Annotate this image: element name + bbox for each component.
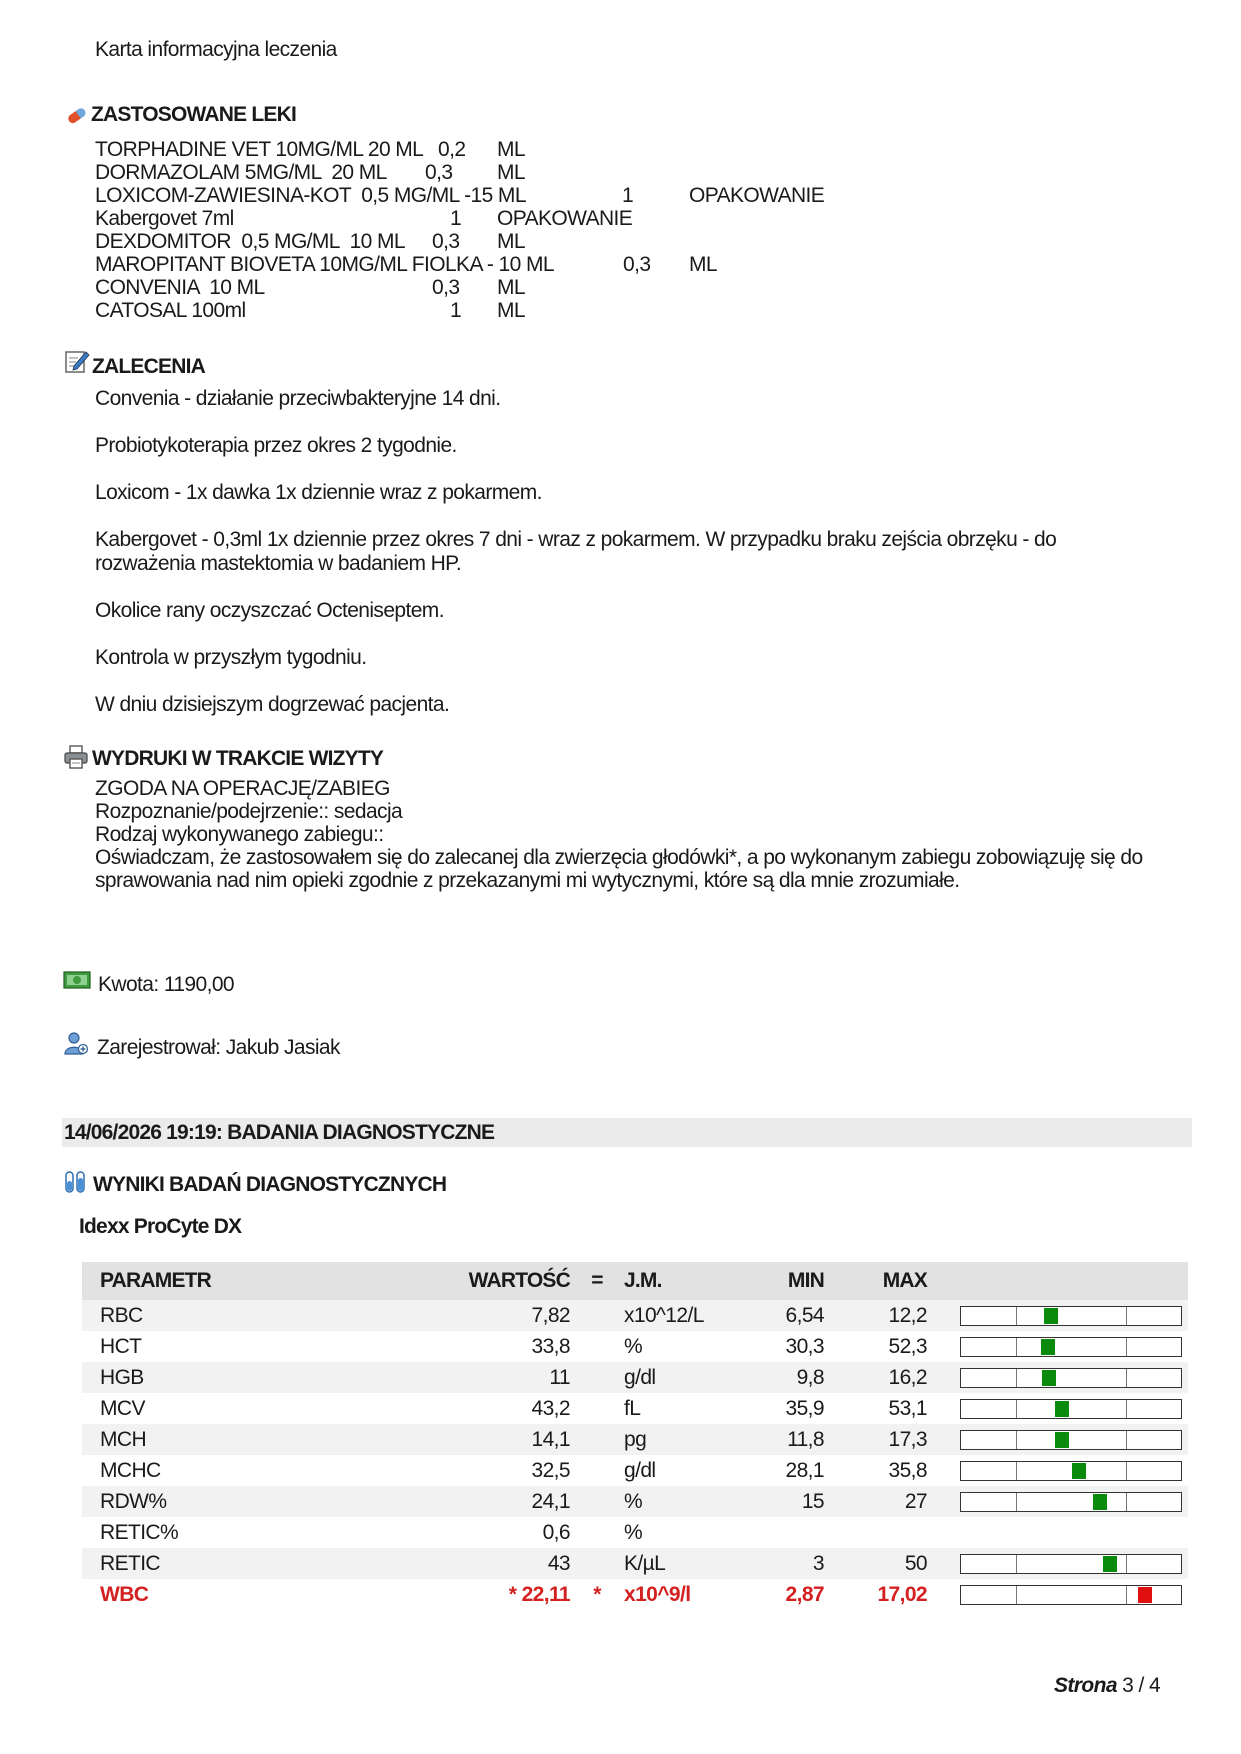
result-flag [570,1424,624,1455]
medication-dose: 0,3 [432,276,460,299]
result-min: 30,3 [785,1334,824,1358]
medication-name: LOXICOM-ZAWIESINA-KOT 0,5 MG/ML -15 ML [95,184,526,207]
result-flag: * [593,1582,601,1606]
column-header-range [927,1262,1188,1300]
result-unit: pg [624,1424,744,1455]
results-heading: WYNIKI BADAŃ DIAGNOSTYCZNYCH [93,1173,447,1196]
result-param: RETIC% [100,1520,179,1544]
range-indicator [960,1399,1182,1419]
result-param: RETIC [82,1548,340,1579]
result-max: 35,8 [888,1458,927,1482]
pencil-note-icon [64,348,90,374]
range-tick [1126,1400,1127,1418]
printouts-heading: WYDRUKI W TRAKCIE WIZYTY [92,747,384,770]
result-max: 53,1 [888,1396,927,1420]
range-tick [1126,1493,1127,1511]
result-max: 52,3 [888,1334,927,1358]
result-flag [570,1517,624,1548]
range-indicator [960,1461,1182,1481]
recommendation-item: Kontrola w przyszłym tygodniu. [95,646,367,669]
medication-name: Kabergovet 7ml [95,207,234,230]
result-unit: % [624,1334,643,1358]
banknote-icon [63,970,91,990]
printout-line: ZGODA NA OPERACJĘ/ZABIEG [95,777,390,800]
range-tick [1016,1462,1017,1480]
user-icon [63,1030,89,1056]
registered-label: Zarejestrował: Jakub Jasiak [97,1036,340,1059]
range-tick [1126,1462,1127,1480]
medication-row [95,184,1095,207]
result-range-cell [927,1548,1188,1579]
range-tick [1126,1369,1127,1387]
medication-dose: 1 [450,207,462,230]
medication-name: DEXDOMITOR 0,5 MG/ML 10 ML [95,230,405,253]
result-range-cell [927,1331,1188,1362]
result-min: 11,8 [744,1424,824,1455]
result-unit: % [624,1486,744,1517]
result-row [82,1517,1188,1548]
result-min [744,1517,824,1548]
result-row [82,1331,1188,1362]
result-row [82,1393,1188,1424]
results-table [82,1262,1188,1610]
medications-heading: ZASTOSOWANE LEKI [91,103,296,126]
result-flag [570,1548,624,1579]
range-marker [1055,1401,1069,1417]
result-row [82,1362,1188,1393]
medication-row [95,299,1095,322]
result-value: 0,6 [542,1520,570,1544]
medication-dose: 0,3 [425,161,453,184]
medication-name: DORMAZOLAM 5MG/ML 20 ML [95,161,387,184]
result-row [82,1300,1188,1331]
test-tubes-icon [63,1170,89,1196]
result-flag [570,1393,624,1424]
result-param: RDW% [82,1486,340,1517]
result-value: 7,82 [340,1300,570,1331]
result-row [82,1424,1188,1455]
range-marker [1072,1463,1086,1479]
recommendations-heading: ZALECENIA [92,355,205,378]
range-tick [1016,1338,1017,1356]
medication-unit: OPAKOWANIE [689,184,825,207]
printout-line: Rodzaj wykonywanego zabiegu:: [95,823,384,846]
range-marker [1103,1556,1117,1572]
column-header-eq: = [570,1262,624,1300]
range-marker [1093,1494,1107,1510]
result-range-cell [927,1300,1188,1331]
medication-unit: ML [689,253,717,276]
result-unit: x10^12/L [624,1300,744,1331]
range-marker [1042,1370,1056,1386]
result-param: HCT [100,1334,142,1358]
recommendation-item: W dniu dzisiejszym dogrzewać pacjenta. [95,693,450,716]
medication-unit: ML [497,299,525,322]
medication-name: TORPHADINE VET 10MG/ML 20 ML [95,138,424,161]
medication-unit: OPAKOWANIE [497,207,633,230]
recommendation-item: Okolice rany oczyszczać Octeniseptem. [95,599,444,622]
recommendation-item: Convenia - działanie przeciwbakteryjne 14 dni. [95,387,501,410]
result-unit: g/dl [624,1458,656,1482]
result-row [82,1455,1188,1486]
result-value: 43,2 [531,1396,570,1420]
result-param: MCH [82,1424,340,1455]
result-param: HGB [82,1362,340,1393]
result-max [824,1517,927,1548]
column-header-max: MAX [824,1262,927,1300]
page-number [1054,1674,1160,1698]
result-value: 33,8 [531,1334,570,1358]
medication-name: MAROPITANT BIOVETA 10MG/ML FIOLKA - 10 ML [95,253,554,276]
medication-dose: 0,3 [432,230,460,253]
column-header-unit: J.M. [624,1262,744,1300]
page-label: Strona [1054,1674,1117,1697]
result-param: WBC [100,1582,149,1606]
result-row [82,1486,1188,1517]
result-row [82,1579,1188,1610]
recommendation-item: Probiotykoterapia przez okres 2 tygodnie. [95,434,457,457]
pill-icon [64,102,90,128]
results-header-row [82,1262,1188,1300]
medication-row [95,230,1095,253]
range-tick [1126,1431,1127,1449]
range-indicator [960,1430,1182,1450]
medication-row [95,138,1095,161]
result-min: 9,8 [744,1362,824,1393]
range-tick [1016,1369,1017,1387]
range-indicator [960,1585,1182,1605]
printout-line: Oświadczam, że zastosowałem się do zalecanej dla zwierzęcia głodówki*, a po wykonanym zabiegu zobowiązuję się do sprawowania nad nim opieki zgodnie z przekazanymi mi wytycznymi, które są dla mnie zrozumiałe. [95,846,1143,892]
range-marker [1055,1432,1069,1448]
range-tick [1016,1307,1017,1325]
result-value: 11 [340,1362,570,1393]
result-range-cell [927,1517,1188,1548]
page-text: 3 / 4 [1122,1674,1161,1697]
result-max: 50 [824,1548,927,1579]
medication-name: CATOSAL 100ml [95,299,246,322]
document-title: Karta informacyjna leczenia [95,38,337,61]
result-flag [570,1486,624,1517]
result-value: 24,1 [340,1486,570,1517]
printer-icon [63,744,89,770]
range-tick [1126,1338,1127,1356]
result-param: MCV [100,1396,145,1420]
range-indicator [960,1492,1182,1512]
device-name: Idexx ProCyte DX [79,1215,242,1238]
recommendation-item: Kabergovet - 0,3ml 1x dziennie przez okres 7 dni - wraz z pokarmem. W przypadku braku zejścia obrzęku - do rozważenia mastektomia w badaniem HP. [95,528,1057,575]
result-unit: g/dl [624,1362,744,1393]
range-indicator [960,1554,1182,1574]
result-unit: x10^9/l [624,1582,691,1606]
range-tick [1126,1307,1127,1325]
medication-unit: ML [497,230,525,253]
range-tick [1016,1493,1017,1511]
result-min: 6,54 [744,1300,824,1331]
range-tick [1126,1586,1127,1604]
result-value: * 22,11 [508,1582,570,1606]
result-range-cell [927,1455,1188,1486]
result-unit: % [624,1520,643,1544]
result-range-cell [927,1486,1188,1517]
result-max: 27 [824,1486,927,1517]
result-range-cell [927,1579,1188,1610]
result-unit: K/µL [624,1548,744,1579]
medication-unit: ML [497,276,525,299]
medication-dose: 1 [450,299,462,322]
recommendation-item: Loxicom - 1x dawka 1x dziennie wraz z pokarmem. [95,481,542,504]
range-tick [1016,1586,1017,1604]
result-unit: fL [624,1396,641,1420]
result-max: 12,2 [824,1300,927,1331]
medication-row [95,276,1095,299]
printouts-content [95,777,1175,892]
result-min: 2,87 [785,1582,824,1606]
range-marker [1044,1308,1058,1324]
result-range-cell [927,1362,1188,1393]
result-range-cell [927,1393,1188,1424]
result-range-cell [927,1424,1188,1455]
medication-row [95,207,1095,230]
column-header-min: MIN [744,1262,824,1300]
result-value: 32,5 [531,1458,570,1482]
result-flag [570,1331,624,1362]
range-tick [1016,1555,1017,1573]
range-indicator [960,1337,1182,1357]
medication-name: CONVENIA 10 ML [95,276,265,299]
range-indicator [960,1368,1182,1388]
result-flag [570,1455,624,1486]
result-min: 3 [744,1548,824,1579]
medication-row [95,161,1095,184]
medication-dose: 1 [622,184,634,207]
medication-dose: 0,2 [438,138,466,161]
amount-label: Kwota: 1190,00 [98,973,234,996]
range-marker [1041,1339,1055,1355]
result-min: 35,9 [785,1396,824,1420]
medication-row [95,253,1095,276]
result-min: 15 [744,1486,824,1517]
medication-unit: ML [497,138,525,161]
result-param: MCHC [100,1458,161,1482]
result-max: 16,2 [824,1362,927,1393]
result-flag [570,1362,624,1393]
range-tick [1126,1555,1127,1573]
diagnostics-date-bar: 14/06/2026 19:19: BADANIA DIAGNOSTYCZNE [62,1118,1192,1147]
medication-dose: 0,3 [623,253,651,276]
result-flag [570,1300,624,1331]
result-min: 28,1 [785,1458,824,1482]
medication-unit: ML [497,161,525,184]
range-indicator [960,1306,1182,1326]
range-marker [1138,1587,1152,1603]
result-value: 43 [340,1548,570,1579]
column-header-value: WARTOŚĆ [340,1262,570,1300]
result-max: 17,3 [824,1424,927,1455]
column-header-param: PARAMETR [82,1262,340,1300]
result-row [82,1548,1188,1579]
range-tick [1016,1431,1017,1449]
result-param: RBC [82,1300,340,1331]
result-value: 14,1 [340,1424,570,1455]
result-max: 17,02 [877,1582,927,1606]
range-tick [1016,1400,1017,1418]
printout-line: Rozpoznanie/podejrzenie:: sedacja [95,800,403,823]
